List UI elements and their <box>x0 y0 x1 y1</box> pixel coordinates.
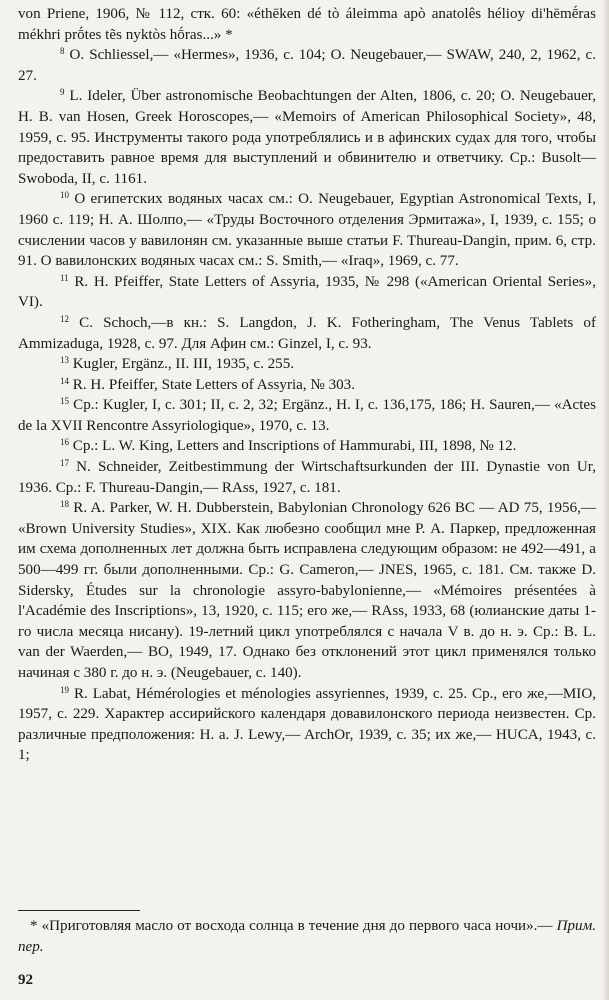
footnote-text: R. Labat, Hémérologies et ménologies assyriennes, 1939, c. 25. Cp., его же,—MIO, 1957, c. 229. Характер ассирийского календаря довавилонского периода неизвестен. Ср. различные предположения: Н. а. J. Lewy,— ArchOr, 1939, c. 35; их же,— HUCA, 1943, c. 1; <box>18 685 597 764</box>
footnote-n11 <box>18 272 596 313</box>
footnote-text: O. Schliessel,— «Hermes», 1936, c. 104; O. Neugebauer,— SWAW, 240, 2, 1962, c. 27. <box>18 47 596 84</box>
footnote-number: 8 <box>60 46 65 57</box>
footnote-number: 18 <box>60 499 69 510</box>
footnote-number: 15 <box>60 396 69 407</box>
footnote-number: 16 <box>60 437 69 448</box>
footnote-n10 <box>18 189 596 271</box>
footnote-text: C. Schoch,—в кн.: S. Langdon, J. K. Fotheringham, The Venus Tablets of Ammizaduga, 1928, c. 97. Для Афин см.: Ginzel, I, c. 93. <box>18 314 596 352</box>
footnote-separator-rule <box>18 910 140 911</box>
footnote-number: 14 <box>60 375 69 386</box>
footnote-text: R. H. Pfeiffer, State Letters of Assyria, 1935, № 298 («American Oriental Series», VI). <box>18 273 596 311</box>
footnote-n8 <box>18 45 596 86</box>
footnote-n14 <box>18 375 596 396</box>
page-number: 92 <box>18 972 33 988</box>
footnote-text: von Priene, 1906, № 112, стк. 60: «éthēken dé tò áleimma apò anatolês hélioy di'hēmḗras mékhri prṓtes tẽs nyktòs hṓras...» * <box>18 6 596 43</box>
footnote-number: 10 <box>60 190 69 201</box>
footnote-n16 <box>18 436 596 457</box>
footnote-text: R. H. Pfeiffer, State Letters of Assyria, № 303. <box>72 376 355 393</box>
footnote-number: 13 <box>60 355 69 366</box>
footnote-n17 <box>18 457 596 498</box>
footnote-n7c <box>18 4 596 45</box>
footnote-text: О египетских водяных часах см.: O. Neugebauer, Egyptian Astronomical Texts, I, 1960 c. 119; Н. А. Шолпо,— «Труды Восточного отделения Эрмитажа», I, 1939, c. 155; о счислении часов у вавилонян см. указанные выше статьи F. Thureau-Dangin, прим. 6, стр. 91. О вавилонских водяных часах см.: S. Smith,— «Iraq», 1969, c. 77. <box>18 191 596 270</box>
footnote-number: 9 <box>60 87 65 98</box>
footnote-number: 19 <box>60 684 69 695</box>
footnote-number: 17 <box>60 458 69 469</box>
footnote-text: Kugler, Ergänz., II. III, 1935, c. 255. <box>72 356 295 373</box>
footnote-text: Cp.: L. W. King, Letters and Inscriptions of Hammurabi, III, 1898, № 12. <box>72 438 517 455</box>
footnotes-block <box>18 4 596 766</box>
footnote-text: N. Schneider, Zeitbestimmung der Wirtschaftsurkunden der III. Dynastie von Ur, 1936. Cp.: F. Thureau-Dangin,— RAss, 1927, c. 181. <box>18 459 596 496</box>
footnote-n9 <box>18 86 596 189</box>
page-edge-shadow <box>602 0 609 1000</box>
footnote-n15 <box>18 395 596 436</box>
footnote-number: 12 <box>60 313 69 324</box>
footnote-text: L. Ideler, Über astronomische Beobachtungen der Alten, 1806, c. 20; O. Neugebauer, H. B. van Hosen, Greek Horoscopes,— «Memoirs of American Philosophical Society», 48, 1959, c. 95. Инструменты такого рода употреблялись и в афинских судах для того, чтобы предоставить равное время для выступлений и обвинителю и ответчику. Ср.: Busolt—Swoboda, II, c. 1161. <box>18 88 596 187</box>
footnote-text: R. A. Parker, W. H. Dubberstein, Babylonian Chronology 626 BC — AD 75, 1956,— «Brown University Studies», XIX. Как любезно сообщил мне Р. А. Паркер, предложенная им схема дополненных лет должна быть исправлена следующим образом: не 492—491, а 500—499 гг. были дополненными. Ср.: G. Cameron,— JNES, 1965, c. 181. См. также D. Sidersky, Études sur la chronologie assyro-babylonienne,— «Mémoires présentées à l'Académie des Inscriptions», 13, 1920, c. 115; его же,— RAss, 1933, 68 (юлианские даты 1-го числа месяца нисану). 19-летний цикл употреблялся с начала V в. до н. э. Ср.: B. L. van der Waerden,— BO, 1949, 17. Однако без отклонений этот цикл применялся только начиная с 380 г. до н. э. (Neugebauer, c. 140). <box>18 500 596 681</box>
translator-note-attribution: Прим. пер. <box>18 918 596 955</box>
translator-note-text: «Приготовляя масло от восхода солнца в течение дня до первого часа ночи».— <box>41 918 553 934</box>
footnote-n13 <box>18 354 596 375</box>
footnote-n19 <box>18 684 596 766</box>
footnote-n12 <box>18 313 596 354</box>
footnote-number: 11 <box>60 272 69 283</box>
footnote-text: Cp.: Kugler, I, c. 301; II, c. 2, 32; Ergänz., H. I, c. 136,175, 186; H. Sauren,— «Actes de la XVII Rencontre Assyriologique», 1970, c. 13. <box>18 397 596 434</box>
translator-note <box>18 916 596 957</box>
translator-note-marker: * <box>30 918 38 934</box>
footnote-n18 <box>18 498 596 683</box>
